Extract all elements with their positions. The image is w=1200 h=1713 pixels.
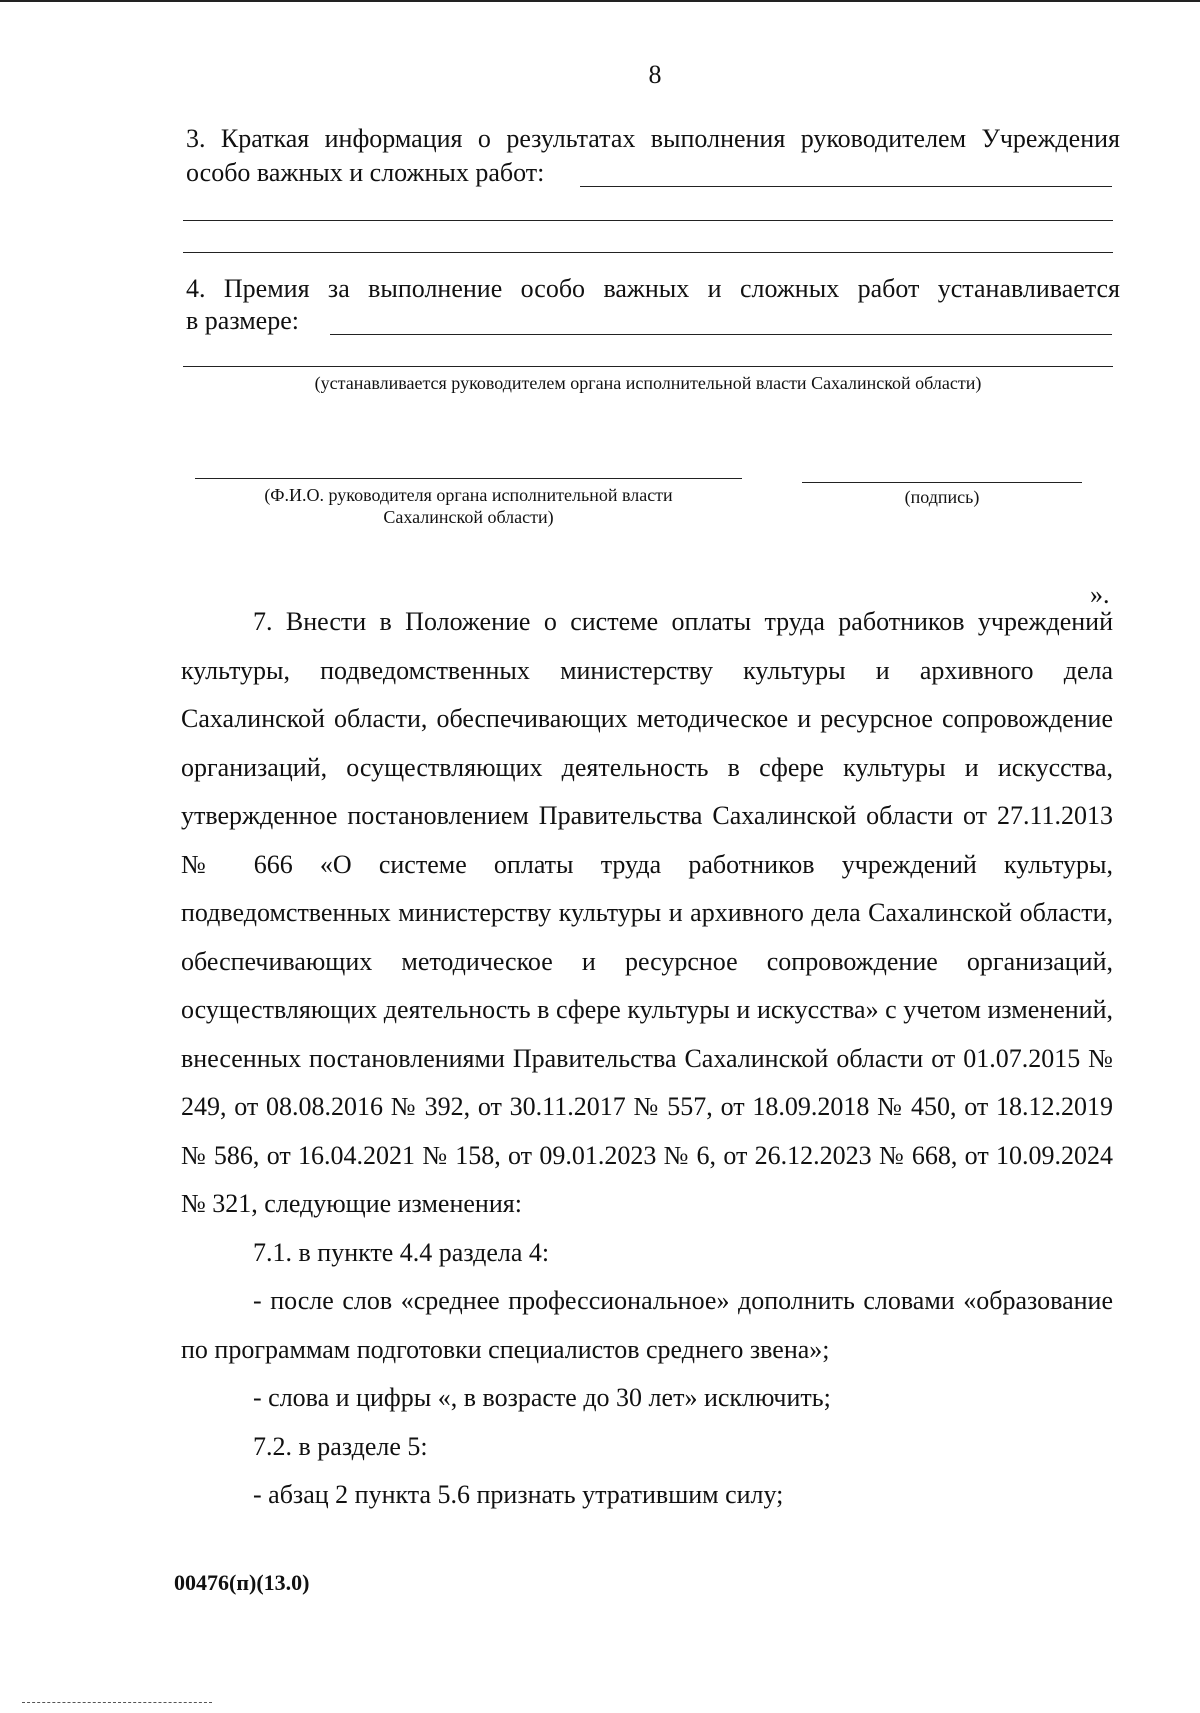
item7-1-item2: - слова и цифры «, в возрасте до 30 лет» исключить; bbox=[253, 1383, 831, 1412]
fio-line bbox=[195, 478, 742, 479]
signature-line bbox=[802, 482, 1082, 483]
item4-note: (устанавливается руководителем органа исполнительной власти Сахалинской области) bbox=[314, 373, 982, 393]
scan-artifact bbox=[22, 1702, 212, 1703]
item4-fill-line-2 bbox=[183, 366, 1113, 367]
closing-quote: ». bbox=[1090, 580, 1110, 609]
item7-2-item1: - абзац 2 пункта 5.6 признать утратившим силу; bbox=[253, 1480, 784, 1509]
item4-line2: в размере: bbox=[186, 306, 299, 335]
scan-top-border bbox=[0, 0, 1200, 2]
fio-caption-line2: Сахалинской области) bbox=[383, 507, 554, 527]
item7-1-item1: - после слов «среднее профессиональное» дополнить словами «образование по программам подготовки специалистов среднего звена»; bbox=[181, 1286, 1113, 1364]
fio-caption bbox=[195, 484, 742, 528]
item3-line1: 3. Краткая информация о результатах выполнения руководителем Учреждения bbox=[186, 124, 1120, 153]
item3-fill-line-1 bbox=[580, 186, 1112, 187]
item4-line1: 4. Премия за выполнение особо важных и сложных работ устанавливается bbox=[186, 274, 1120, 303]
item7-body bbox=[181, 598, 1113, 1520]
document-code: 00476(п)(13.0) bbox=[174, 1570, 310, 1595]
item3-fill-line-2 bbox=[183, 220, 1113, 221]
item3-fill-line-3 bbox=[183, 252, 1113, 253]
item4-fill-line-1 bbox=[330, 334, 1112, 335]
item3-line2: особо важных и сложных работ: bbox=[186, 158, 545, 187]
fio-caption-line1: (Ф.И.О. руководителя органа исполнительной власти bbox=[264, 485, 673, 505]
signature-caption: (подпись) bbox=[904, 487, 980, 507]
item7-intro: 7. Внести в Положение о системе оплаты труда работников учреждений культуры, подведомственных министерству культуры и архивного дела Сахалинской области, обеспечивающих методическое и ресурсное сопровождение организаций, осуществляющих деятельность в сфере культуры и искусства, утвержденное постановлением Правительства Сахалинской области от 27.11.2013 № 666 «О системе оплаты труда работников учреждений культуры, подведомственных министерству культуры и архивного дела Сахалинской области, обеспечивающих методическое и ресурсное сопровождение организаций, осуществляющих деятельность в сфере культуры и искусства» с учетом изменений, внесенных постановлениями Правительства Сахалинской области от 01.07.2015 № 249, от 08.08.2016 № 392, от 30.11.2017 № 557, от 18.09.2018 № 450, от 18.12.2019 № 586, от 16.04.2021 № 158, от 09.01.2023 № 6, от 26.12.2023 № 668, от 10.09.2024 № 321, следующие изменения: bbox=[181, 607, 1113, 1218]
item7-1-title: 7.1. в пункте 4.4 раздела 4: bbox=[253, 1237, 550, 1267]
page-number: 8 bbox=[648, 60, 662, 89]
item7-2-title: 7.2. в разделе 5: bbox=[253, 1431, 428, 1461]
